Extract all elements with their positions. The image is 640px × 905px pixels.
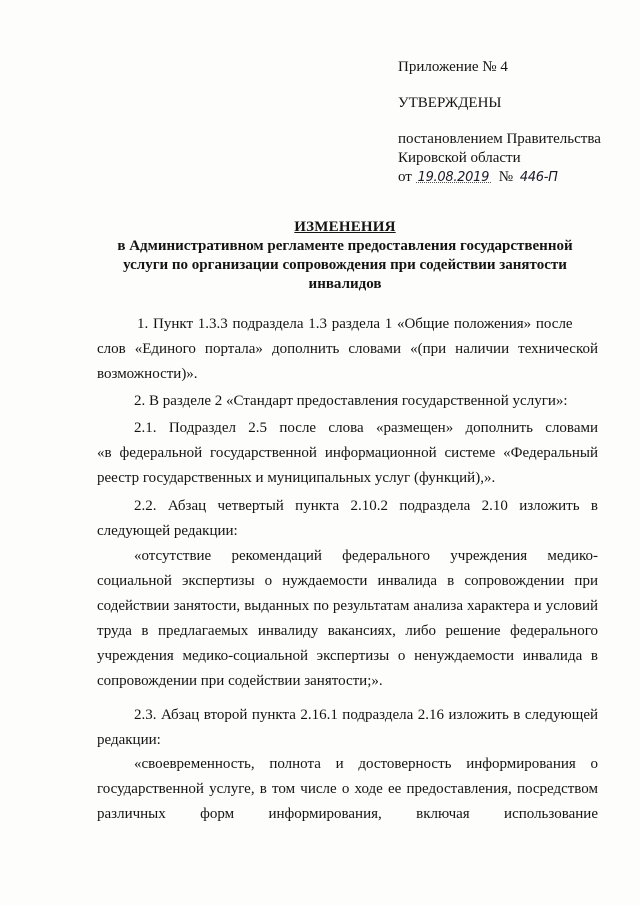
- title-line-2: услуги по организации сопровождения при содействии занятости: [123, 257, 567, 273]
- paragraph-line: 2.3. Абзац второй пункта 2.16.1 подраздела 2.16 изложить в следующей: [134, 707, 598, 723]
- paragraph-2: [134, 389, 598, 414]
- number-prefix: №: [498, 169, 514, 185]
- resolution-line-2: Кировской области: [398, 150, 521, 166]
- paragraph-line: 1. Пункт 1.3.3 подраздела 1.3 раздела 1 «Общие положения» после: [137, 316, 573, 332]
- paragraph-2-2: [97, 494, 598, 544]
- paragraph-line: реестр государственных и муниципальных услуг (функций),».: [97, 470, 496, 486]
- paragraph-line: 2.2. Абзац четвертый пункта 2.10.2 подраздела 2.10 изложить в: [134, 498, 598, 514]
- approved-label: УТВЕРЖДЕНЫ: [398, 95, 502, 111]
- paragraph-1: [97, 312, 598, 337]
- handwritten-date: 19.08.2019: [417, 170, 490, 185]
- paragraph-line: «в федеральной государственной информационной системе «Федеральный: [97, 445, 598, 461]
- paragraph-line: 2. В разделе 2 «Стандарт предоставления государственной услуги»:: [134, 393, 568, 409]
- title-line-3: инвалидов: [308, 276, 382, 292]
- quoted-paragraph-2-3: [97, 752, 598, 827]
- paragraph-line: следующей редакции:: [97, 523, 238, 539]
- paragraph-line: слов «Единого портала» дополнить словами «(при наличии технической: [97, 341, 598, 357]
- paragraph-line: социальной экспертизы о нуждаемости инвалида в сопровождении при: [97, 573, 598, 589]
- paragraph-line: возможности)».: [97, 366, 198, 382]
- paragraph-1-continued: [97, 337, 598, 387]
- title-line-1: в Административном регламенте предоставления государственной: [117, 238, 573, 254]
- paragraph-2-1: [97, 416, 598, 491]
- paragraph-line: редакции:: [97, 732, 161, 748]
- date-prefix: от: [398, 169, 412, 185]
- appendix-label: Приложение № 4: [398, 59, 508, 75]
- title-heading: ИЗМЕНЕНИЯ: [294, 219, 396, 235]
- paragraph-line: различных форм информирования, включая использование: [97, 806, 598, 822]
- paragraph-line: 2.1. Подраздел 2.5 после слова «размещен» дополнить словами: [134, 420, 598, 436]
- resolution-line-1: постановлением Правительства: [398, 131, 601, 147]
- paragraph-line: сопровождении при содействии занятости;».: [97, 673, 383, 689]
- paragraph-line: труда в предлагаемых инвалиду вакансиях, либо решение федерального: [97, 623, 598, 639]
- paragraph-2-3: [97, 703, 598, 753]
- paragraph-line: государственной услуге, в том числе о ходе ее предоставления, посредством: [97, 781, 598, 797]
- resolution-date-line: [398, 168, 558, 187]
- document-title: [110, 218, 580, 294]
- paragraph-line: «своевременность, полнота и достоверность информирования о: [134, 756, 598, 772]
- handwritten-number: 446-П: [519, 170, 558, 185]
- quoted-paragraph-2-2: [97, 544, 598, 694]
- paragraph-line: «отсутствие рекомендаций федерального учреждения медико-: [134, 548, 598, 564]
- paragraph-line: содействии занятости, выданных по результатам анализа характера и условий: [97, 598, 598, 614]
- paragraph-line: учреждения медико-социальной экспертизы о ненуждаемости инвалида в: [97, 648, 598, 664]
